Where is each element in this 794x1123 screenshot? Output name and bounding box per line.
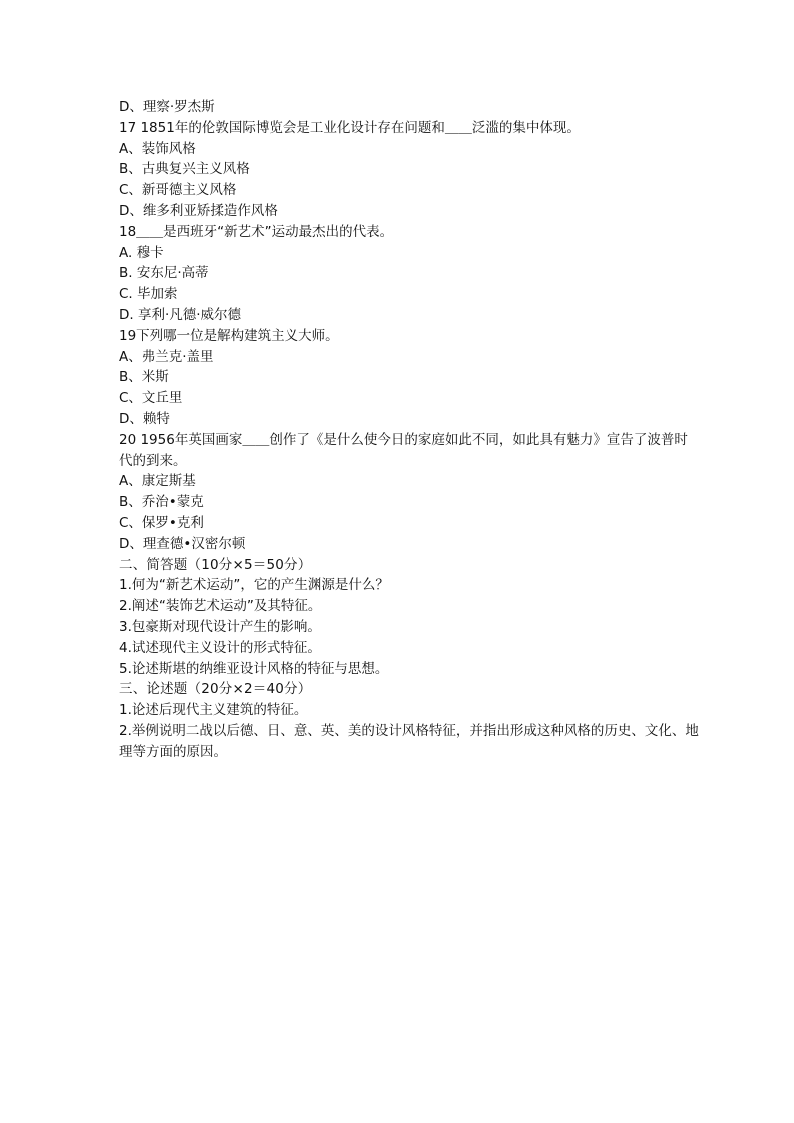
option-17-prev-d: D、理察·罗杰斯 [119, 99, 215, 115]
short-answer-5: 5.论述斯堪的纳维亚设计风格的特征与思想。 [119, 660, 389, 677]
option-18-c: C. 毕加索 [119, 286, 178, 303]
question-20: 20 1956年英国画家＿＿创作了《是什么使今日的家庭如此不同，如此具有魅力》宣告了波普时代的到来。 [119, 431, 688, 469]
option-19-a: A、弗兰克·盖里 [119, 348, 214, 365]
option-18-b: B. 安东尼·高蒂 [119, 265, 209, 282]
short-answer-3: 3.包豪斯对现代设计产生的影响。 [119, 618, 321, 635]
option-18-d: D. 享利·凡德·威尔德 [119, 306, 242, 323]
option-17-a: A、装饰风格 [119, 140, 196, 157]
option-20-b: B、乔治•蒙克 [119, 494, 204, 511]
option-19-b: B、米斯 [119, 369, 169, 386]
essay-2: 2.举例说明二战以后德、日、意、英、美的设计风格特征，并指出形成这种风格的历史、文化、地理等方面的原因。 [119, 722, 699, 760]
option-20-c: C、保罗•克利 [119, 514, 204, 531]
question-19: 19下列哪一位是解构建筑主义大师。 [119, 327, 339, 344]
option-17-c: C、新哥德主义风格 [119, 182, 237, 199]
short-answer-2: 2.阐述“装饰艺术运动”及其特征。 [119, 598, 322, 615]
essay-1: 1.论述后现代主义建筑的特征。 [119, 702, 308, 719]
option-20-a: A、康定斯基 [119, 473, 196, 490]
short-answer-1: 1.何为“新艺术运动”，它的产生渊源是什么？ [119, 577, 389, 594]
section-short-answer-heading: 二、简答题（10分×5＝50分） [119, 556, 312, 573]
short-answer-4: 4.试述现代主义设计的形式特征。 [119, 639, 321, 656]
option-20-d: D、理查德•汉密尔顿 [119, 535, 246, 552]
option-18-a: A. 穆卡 [119, 244, 164, 261]
option-19-c: C、文丘里 [119, 390, 183, 407]
option-17-d: D、维多利亚矫揉造作风格 [119, 202, 278, 219]
document-content [119, 97, 699, 763]
section-essay-heading: 三、论述题（20分×2＝40分） [119, 681, 312, 698]
option-19-d: D、赖特 [119, 410, 170, 427]
question-18: 18＿＿是西班牙“新艺术”运动最杰出的代表。 [119, 223, 394, 240]
question-17: 17 1851年的伦敦国际博览会是工业化设计存在问题和＿＿泛滥的集中体现。 [119, 119, 580, 136]
option-17-b: B、古典复兴主义风格 [119, 161, 250, 178]
